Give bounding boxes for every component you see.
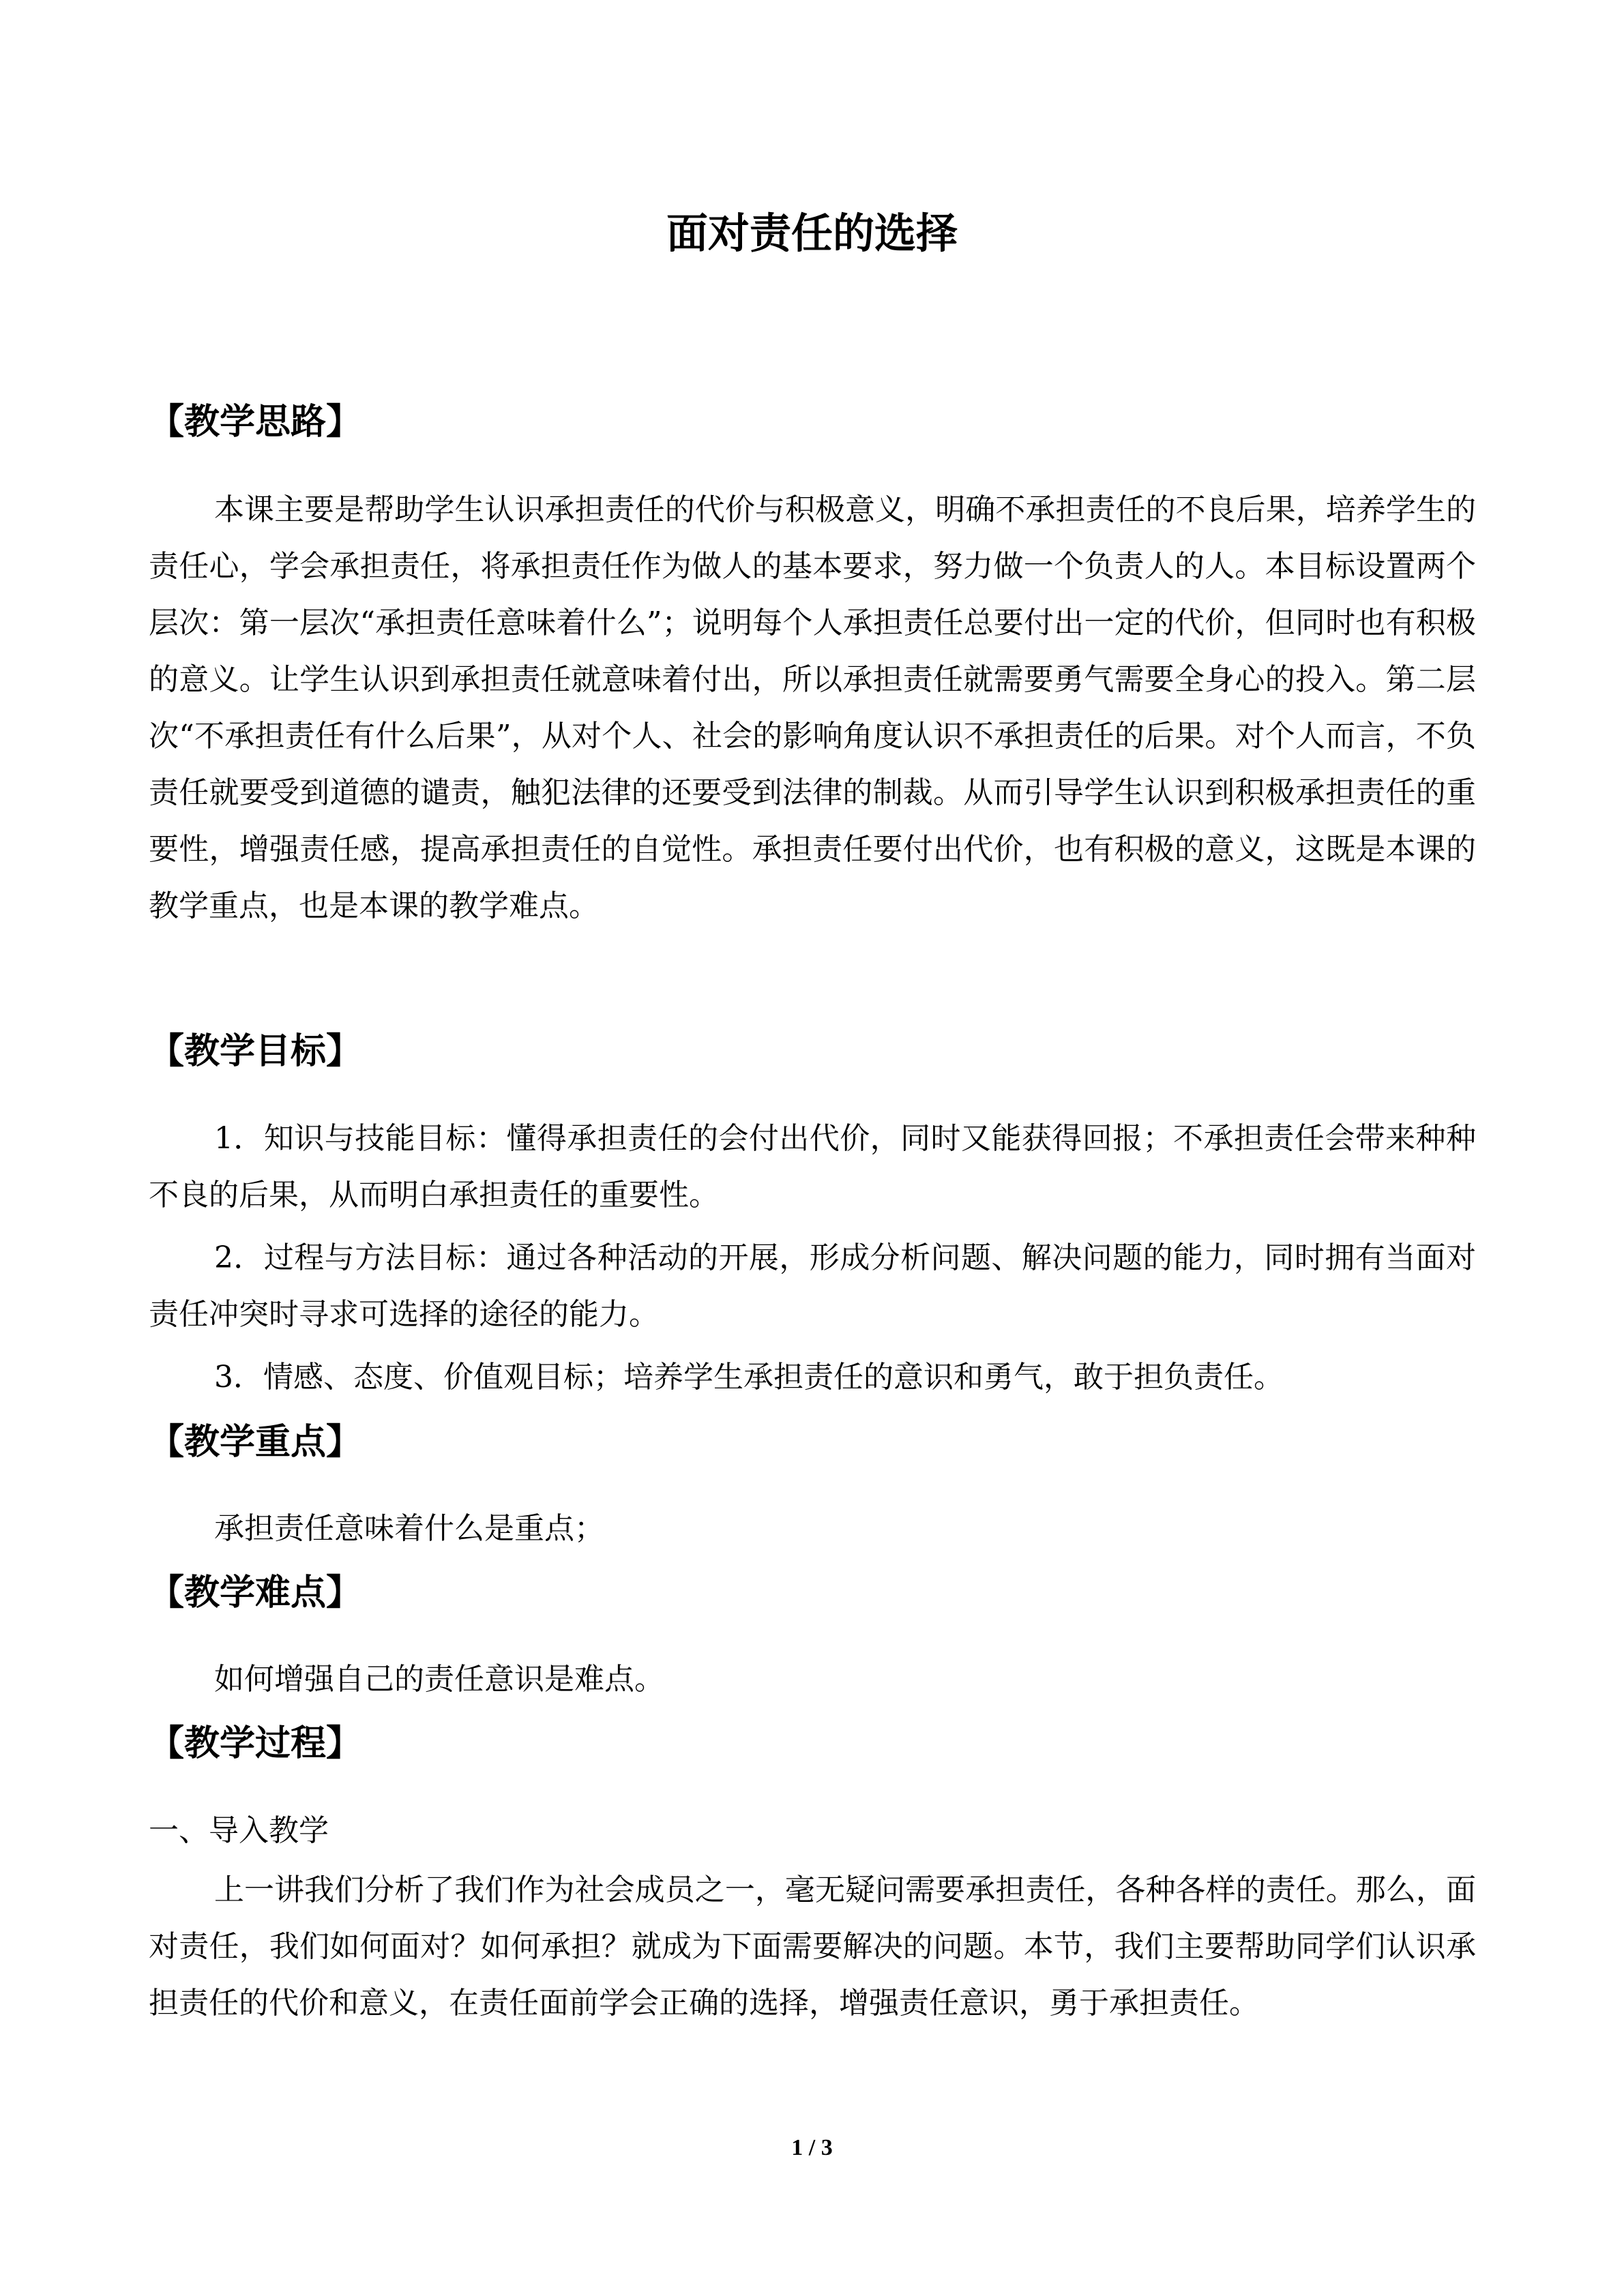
document-title: 面对责任的选择 xyxy=(666,209,958,258)
process-paragraph: 上一讲我们分析了我们作为社会成员之一，毫无疑问需要承担责任，各种各样的责任。那么，面对责任，我们如何面对？如何承担？就成为下面需要解决的问题。本节，我们主要帮助同学们认识承担责任的代价和意义，在责任面前学会正确的选择，增强责任意识，勇于承担责任。 xyxy=(149,1873,1476,2021)
section-heading-process: 【教学过程】 xyxy=(149,1723,362,1764)
page-number: 1 / 3 xyxy=(791,2135,833,2160)
objective-item-1: 1．知识与技能目标：懂得承担责任的会付出代价，同时又能获得回报；不承担责任会带来种种不良的后果，从而明白承担责任的重要性。 xyxy=(149,1121,1476,1212)
section-heading-objectives: 【教学目标】 xyxy=(149,1031,362,1072)
objective-item-2: 2．过程与方法目标：通过各种活动的开展，形成分析问题、解决问题的能力，同时拥有当面对责任冲突时寻求可选择的途径的能力。 xyxy=(149,1240,1476,1332)
objective-item-3: 3．情感、态度、价值观目标；培养学生承担责任的意识和勇气，敢于担负责任。 xyxy=(214,1360,1284,1395)
section-heading-key-points: 【教学重点】 xyxy=(149,1422,362,1463)
key-points-paragraph: 承担责任意味着什么是重点； xyxy=(214,1511,604,1546)
section-heading-thinking: 【教学思路】 xyxy=(149,402,362,443)
thinking-paragraph: 本课主要是帮助学生认识承担责任的代价与积极意义，明确不承担责任的不良后果，培养学生的责任心，学会承担责任，将承担责任作为做人的基本要求，努力做一个负责人的人。本目标设置两个层次：第一层次“承担责任意味着什么”；说明每个人承担责任总要付出一定的代价，但同时也有积极的意义。让学生认识到承担责任就意味着付出，所以承担责任就需要勇气需要全身心的投入。第二层次“不承担责任有什么后果”，从对个人、社会的影响角度认识不承担责任的后果。对个人而言，不负责任就要受到道德的谴责，触犯法律的还要受到法律的制裁。从而引导学生认识到积极承担责任的重要性，增强责任感，提高承担责任的自觉性。承担责任要付出代价，也有积极的意义，这既是本课的教学重点，也是本课的教学难点。 xyxy=(149,492,1476,923)
difficulties-paragraph: 如何增强自己的责任意识是难点。 xyxy=(214,1662,664,1697)
section-heading-difficulties: 【教学难点】 xyxy=(149,1572,362,1613)
process-subheading: 一、导入教学 xyxy=(149,1813,329,1848)
